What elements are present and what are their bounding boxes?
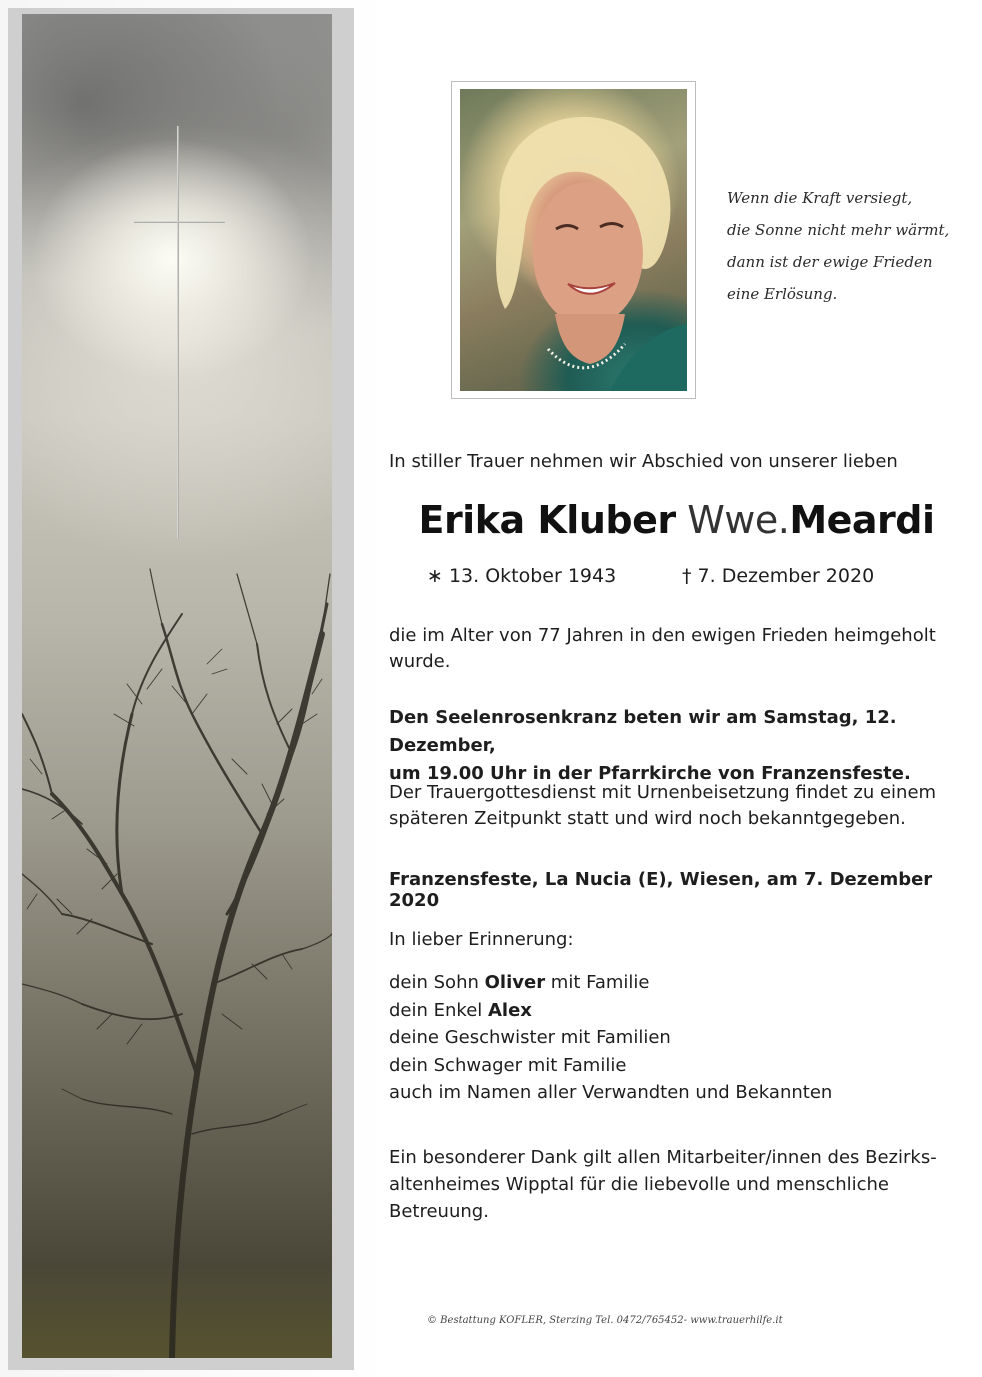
cross-horizontal-bar [134,221,225,223]
cross-vertical-bar [177,126,179,538]
portrait-frame [451,81,696,399]
name-first: Erika Kluber [418,498,676,542]
birth-date: ∗ 13. Oktober 1943 [427,565,617,587]
quote-line: die Sonne nicht mehr wärmt, [727,221,950,239]
age-paragraph: die im Alter von 77 Jahren in den ewigen Frieden heimgeholt wurde. [389,625,936,672]
list-item: auch im Namen aller Verwandten und Bekannten [389,1082,833,1103]
list-item [389,969,964,997]
portrait-photo [460,89,687,391]
rosary-line: um 19.00 Uhr in der Pfarrkirche von Franzensfeste. [389,763,911,784]
quote-line: Wenn die Kraft versiegt, [727,189,913,207]
list-item: dein Schwager mit Familie [389,1054,627,1076]
poem-quote [727,182,967,310]
name-last: Meardi [789,498,935,542]
rosary-line: Den Seelenrosenkranz beten wir am Samstag, 12. Dezember, [389,707,897,756]
memory-heading: In lieber Erinnerung: [389,929,574,950]
quote-line: eine Erlösung. [727,285,838,303]
portrait-illustration [460,89,687,391]
grandson-name: Alex [488,999,532,1021]
footer-credit: © Bestattung KOFLER, Sterzing Tel. 0472/765452- www.trauerhilfe.it [427,1315,783,1326]
rosary-paragraph [389,704,964,788]
place-date: Franzensfeste, La Nucia (E), Wiesen, am 7. Dezember 2020 [389,869,933,911]
son-name: Oliver [484,972,546,993]
service-paragraph: Der Trauergottesdienst mit Urnenbeisetzung findet zu einem späteren Zeitpunkt statt und wird noch bekanntgegeben. [389,782,937,829]
grandson-prefix: dein Enkel [389,999,488,1021]
quote-line: dann ist der ewige Frieden [727,253,933,271]
intro-text: In stiller Trauer nehmen wir Abschied von unserer lieben [389,451,898,472]
deceased-name [389,498,964,542]
son-suffix: mit Familie [545,972,650,993]
list-item [389,997,964,1025]
family-list [389,969,964,1107]
list-item: deine Geschwister mit Familien [389,1027,671,1048]
sky-tree-image [22,14,332,1358]
death-date: † 7. Dezember 2020 [682,565,875,587]
name-middle: Wwe. [687,498,790,542]
son-prefix: dein Sohn [389,972,485,993]
thanks-paragraph: Ein besonderer Dank gilt allen Mitarbeiter/innen des Bezirks-altenheimes Wipptal für die liebevolle und menschliche Betreuung. [389,1147,937,1222]
